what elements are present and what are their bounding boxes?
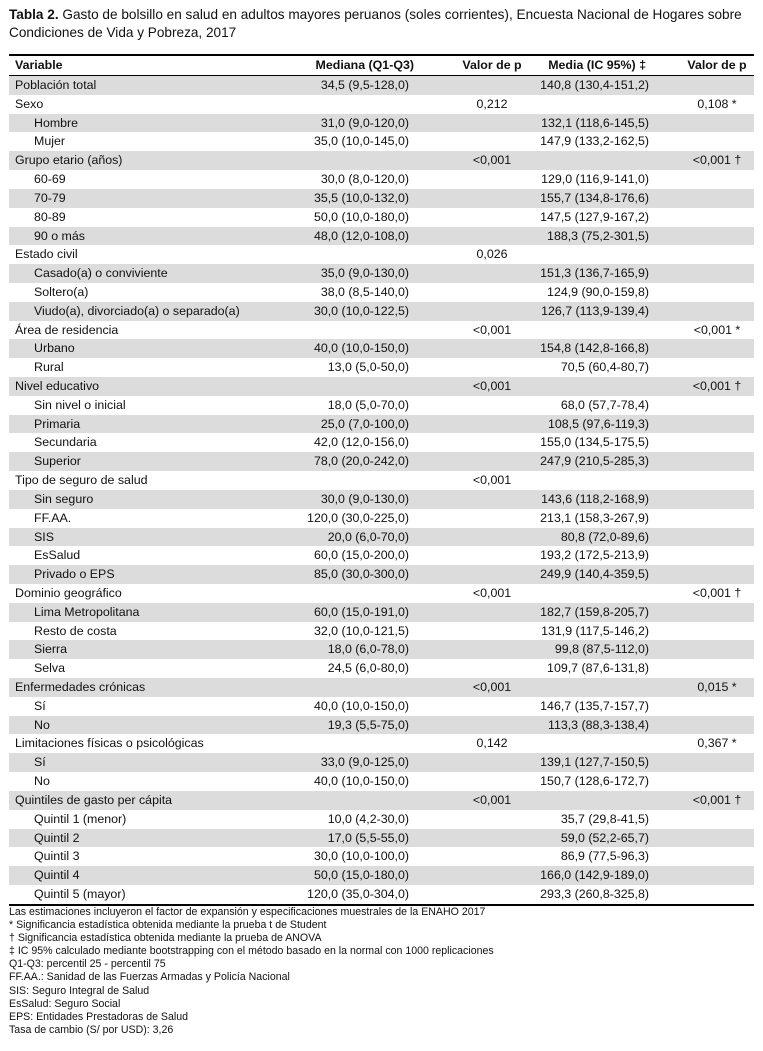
footnote: † Significancia estadística obtenida mediante la prueba de ANOVA [9, 932, 322, 945]
cell-mean: 99,8 (87,5-112,0) [554, 642, 649, 657]
cell-mean: 154,8 (142,8-166,8) [540, 341, 649, 356]
cell-variable: Secundaria [34, 435, 97, 450]
table-row [9, 847, 754, 866]
cell-variable: Lima Metropolitana [34, 604, 140, 619]
cell-mean: 70,5 (60,4-80,7) [560, 360, 649, 375]
table-row [9, 151, 754, 170]
table-row [9, 358, 754, 377]
cell-variable: Grupo etario (años) [15, 153, 123, 168]
cell-variable: Quintil 2 [34, 830, 80, 845]
cell-mean: 131,9 (117,5-146,2) [541, 623, 649, 638]
cell-variable: Viudo(a), divorciado(a) o separado(a) [34, 303, 240, 318]
cell-variable: Privado o EPS [34, 567, 115, 582]
cell-median: 48,0 (12,0-108,0) [313, 228, 409, 243]
table-row [9, 546, 754, 565]
cell-p-value-mean: <0,001 * [693, 322, 741, 337]
table-row [9, 245, 754, 264]
cell-variable: Enfermedades crónicas [15, 680, 146, 694]
table-row [9, 339, 754, 358]
cell-median: 20,0 (6,0-70,0) [327, 529, 409, 544]
cell-variable: Nivel educativo [15, 379, 100, 393]
header-mean: Media (IC 95%) ‡ [548, 58, 646, 72]
caption-label: Tabla 2. [9, 7, 59, 22]
cell-variable: Sí [34, 755, 46, 770]
table-row [9, 734, 754, 753]
cell-p-value-median: <0,001 [472, 322, 512, 337]
table-row [9, 866, 754, 885]
table-caption [9, 6, 754, 42]
cell-variable: Quintil 1 (menor) [34, 811, 127, 826]
cell-median: 25,0 (7,0-100,0) [320, 416, 409, 431]
cell-variable: Quintiles de gasto per cápita [15, 792, 173, 807]
footnote: SIS: Seguro Integral de Salud [9, 984, 150, 997]
cell-median: 30,0 (8,0-120,0) [320, 172, 409, 187]
table-row [9, 76, 754, 95]
cell-median: 40,0 (10,0-150,0) [313, 698, 409, 713]
cell-variable: Población total [15, 78, 97, 92]
table-row [9, 415, 754, 434]
table-row [9, 264, 754, 283]
table-row [9, 509, 754, 528]
cell-median: 50,0 (10,0-180,0) [313, 209, 409, 224]
cell-mean: 80,8 (72,0-89,6) [560, 529, 649, 544]
cell-median: 17,0 (5,5-55,0) [327, 830, 409, 845]
cell-median: 31,0 (9,0-120,0) [320, 115, 409, 130]
cell-p-value-mean: <0,001 † [692, 379, 742, 393]
cell-variable: No [34, 717, 50, 732]
cell-median: 30,0 (9,0-130,0) [320, 491, 409, 506]
cell-mean: 166,0 (142,9-189,0) [540, 868, 649, 883]
cell-variable: Dominio geográfico [15, 585, 122, 600]
cell-mean: 35,7 (29,8-41,5) [560, 811, 649, 826]
cell-median: 120,0 (30,0-225,0) [307, 510, 409, 525]
cell-variable: 70-79 [34, 190, 66, 205]
cell-median: 35,0 (9,0-130,0) [320, 266, 409, 281]
table-row [9, 829, 754, 848]
cell-variable: Estado civil [15, 247, 78, 262]
cell-variable: No [34, 774, 50, 789]
footnote: * Significancia estadística obtenida mediante la prueba t de Student [9, 919, 327, 932]
header-median: Mediana (Q1-Q3) [315, 58, 414, 72]
table-row [9, 678, 754, 697]
table-row [9, 753, 754, 772]
table-row [9, 377, 754, 396]
table-row [9, 791, 754, 810]
table-row [9, 528, 754, 547]
table-row [9, 622, 754, 641]
table-row [9, 302, 754, 321]
cell-median: 10,0 (4,2-30,0) [327, 811, 409, 826]
table-header-row [9, 56, 754, 75]
cell-p-value-median: 0,026 [476, 247, 508, 262]
table-row [9, 471, 754, 490]
cell-variable: Primaria [34, 416, 81, 431]
cell-variable: Quintil 4 [34, 868, 80, 883]
cell-variable: Sin seguro [34, 491, 94, 506]
cell-variable: Rural [34, 360, 64, 375]
cell-mean: 188,3 (75,2-301,5) [547, 228, 649, 243]
cell-mean: 193,2 (172,5-213,9) [540, 548, 649, 563]
cell-median: 35,0 (10,0-145,0) [313, 134, 409, 149]
cell-variable: EsSalud [34, 548, 81, 563]
cell-median: 42,0 (12,0-156,0) [313, 435, 409, 450]
cell-variable: Sin nivel o inicial [34, 397, 126, 412]
footnote: ‡ IC 95% calculado mediante bootstrapping con el método basado en la normal con 1000 replicaciones [9, 945, 494, 958]
cell-p-value-median: <0,001 [472, 473, 512, 488]
table-row [9, 208, 754, 227]
cell-variable: Soltero(a) [34, 284, 89, 299]
cell-median: 40,0 (10,0-150,0) [313, 774, 409, 789]
table-row [9, 584, 754, 603]
table-row [9, 640, 754, 659]
cell-mean: 109,7 (87,6-131,8) [547, 661, 649, 676]
cell-median: 78,0 (20,0-242,0) [313, 454, 409, 469]
cell-p-value-mean: 0,015 * [697, 680, 737, 694]
footnote: Tasa de cambio (S/ por USD): 3,26 [9, 1023, 174, 1036]
cell-median: 35,5 (10,0-132,0) [313, 190, 409, 205]
cell-median: 34,5 (9,5-128,0) [320, 78, 409, 92]
cell-mean: 113,3 (88,3-138,4) [547, 717, 649, 732]
cell-p-value-mean: 0,108 * [697, 96, 737, 111]
cell-mean: 293,3 (260,8-325,8) [540, 886, 649, 901]
cell-p-value-mean: <0,001 † [692, 153, 742, 168]
table-row [9, 490, 754, 509]
cell-median: 19,3 (5,5-75,0) [327, 717, 409, 732]
cell-mean: 86,9 (77,5-96,3) [560, 849, 649, 864]
cell-mean: 126,7 (113,9-139,4) [541, 303, 649, 318]
cell-p-value-mean: <0,001 † [692, 585, 742, 600]
cell-mean: 146,7 (135,7-157,7) [540, 698, 649, 713]
cell-variable: 80-89 [34, 209, 66, 224]
cell-mean: 124,9 (90,0-159,8) [547, 284, 649, 299]
table-row [9, 227, 754, 246]
cell-mean: 59,0 (52,2-65,7) [560, 830, 649, 845]
cell-variable: Resto de costa [34, 623, 117, 638]
cell-mean: 132,1 (118,6-145,5) [541, 115, 649, 130]
cell-median: 60,0 (15,0-191,0) [313, 604, 409, 619]
cell-median: 33,0 (9,0-125,0) [320, 755, 409, 770]
cell-variable: Hombre [34, 115, 79, 130]
cell-median: 30,0 (10,0-122,5) [313, 303, 409, 318]
cell-median: 30,0 (10,0-100,0) [313, 849, 409, 864]
cell-variable: Sexo [15, 96, 44, 111]
cell-variable: Casado(a) o conviviente [34, 266, 168, 281]
table-row [9, 603, 754, 622]
cell-mean: 147,5 (127,9-167,2) [540, 209, 649, 224]
table-row [9, 396, 754, 415]
table-row [9, 189, 754, 208]
cell-mean: 155,0 (134,5-175,5) [540, 435, 649, 450]
cell-mean: 108,5 (97,6-119,3) [547, 416, 649, 431]
table-row [9, 452, 754, 471]
cell-median: 40,0 (10,0-150,0) [313, 341, 409, 356]
table-row [9, 95, 754, 114]
footnote: FF.AA.: Sanidad de las Fuerzas Armadas y Policía Nacional [9, 971, 290, 984]
table-row [9, 321, 754, 340]
cell-median: 24,5 (6,0-80,0) [327, 661, 409, 676]
cell-p-value-median: <0,001 [472, 379, 512, 393]
cell-variable: Quintil 5 (mayor) [34, 886, 126, 901]
cell-variable: 90 o más [34, 228, 85, 243]
cell-p-value-median: <0,001 [472, 585, 512, 600]
footnote: Q1-Q3: percentil 25 - percentil 75 [9, 958, 166, 971]
header-variable: Variable [15, 58, 63, 72]
cell-median: 120,0 (35,0-304,0) [307, 886, 409, 901]
cell-mean: 213,1 (158,3-267,9) [540, 510, 649, 525]
cell-mean: 143,6 (118,2-168,9) [541, 491, 649, 506]
cell-p-value-median: <0,001 [472, 680, 512, 694]
cell-variable: Mujer [34, 134, 65, 149]
cell-mean: 155,7 (134,8-176,6) [540, 190, 649, 205]
table-row [9, 433, 754, 452]
cell-mean: 68,0 (57,7-78,4) [560, 397, 649, 412]
cell-variable: 60-69 [34, 172, 66, 187]
cell-variable: Quintil 3 [34, 849, 80, 864]
cell-p-value-mean: 0,367 * [697, 736, 737, 751]
cell-variable: Tipo de seguro de salud [15, 473, 148, 488]
cell-p-value-median: 0,142 [476, 736, 508, 751]
header-p-value-mean: Valor de p [687, 58, 747, 72]
table-row [9, 114, 754, 133]
table-body [9, 76, 754, 904]
cell-median: 18,0 (5,0-70,0) [327, 397, 409, 412]
cell-median: 32,0 (10,0-121,5) [313, 623, 409, 638]
table-row [9, 716, 754, 735]
cell-variable: Sierra [34, 642, 68, 657]
cell-median: 18,0 (6,0-78,0) [327, 642, 409, 657]
cell-median: 85,0 (30,0-300,0) [313, 567, 409, 582]
cell-mean: 140,8 (130,4-151,2) [540, 78, 649, 92]
cell-variable: Selva [34, 661, 65, 676]
table-footnotes [9, 906, 754, 1037]
cell-variable: FF.AA. [34, 510, 72, 525]
footnote: Las estimaciones incluyeron el factor de expansión y especificaciones muestrales de la ENAHO 2017 [9, 906, 486, 918]
cell-mean: 150,7 (128,6-172,7) [540, 774, 649, 789]
cell-p-value-median: <0,001 [472, 153, 512, 168]
table-row [9, 170, 754, 189]
cell-p-value-mean: <0,001 † [692, 792, 742, 807]
cell-mean: 182,7 (159,8-205,7) [540, 604, 649, 619]
cell-mean: 139,1 (127,7-150,5) [540, 755, 649, 770]
table-row [9, 132, 754, 151]
caption-text: Gasto de bolsillo en salud en adultos mayores peruanos (soles corrientes), Encuesta Nacional de Hogares sobre Condiciones de Vida y Pobreza, 2017 [9, 7, 742, 40]
cell-p-value-median: <0,001 [472, 792, 512, 807]
table-row [9, 565, 754, 584]
cell-mean: 151,3 (136,7-165,9) [540, 266, 649, 281]
cell-median: 38,0 (8,5-140,0) [320, 284, 409, 299]
cell-variable: Limitaciones físicas o psicológicas [15, 736, 204, 751]
table-row [9, 810, 754, 829]
footnote: EPS: Entidades Prestadoras de Salud [9, 1010, 189, 1023]
table-row [9, 772, 754, 791]
cell-variable: Superior [34, 454, 81, 469]
cell-variable: SIS [34, 529, 54, 544]
header-p-value-median: Valor de p [462, 58, 522, 72]
cell-variable: Sí [34, 698, 46, 713]
table-row [9, 283, 754, 302]
cell-p-value-median: 0,212 [476, 96, 508, 111]
cell-mean: 249,9 (140,4-359,5) [540, 567, 649, 582]
footnote: EsSalud: Seguro Social [9, 997, 121, 1010]
cell-variable: Urbano [34, 341, 75, 356]
table-row [9, 697, 754, 716]
cell-mean: 147,9 (133,2-162,5) [540, 134, 649, 149]
table-row [9, 659, 754, 678]
cell-median: 13,0 (5,0-50,0) [327, 360, 409, 375]
data-table [9, 54, 754, 906]
cell-median: 60,0 (15,0-200,0) [313, 548, 409, 563]
cell-variable: Área de residencia [15, 322, 119, 337]
table-row [9, 885, 754, 904]
cell-mean: 247,9 (210,5-285,3) [540, 454, 649, 469]
cell-median: 50,0 (15,0-180,0) [313, 868, 409, 883]
cell-mean: 129,0 (116,9-141,0) [541, 172, 649, 187]
